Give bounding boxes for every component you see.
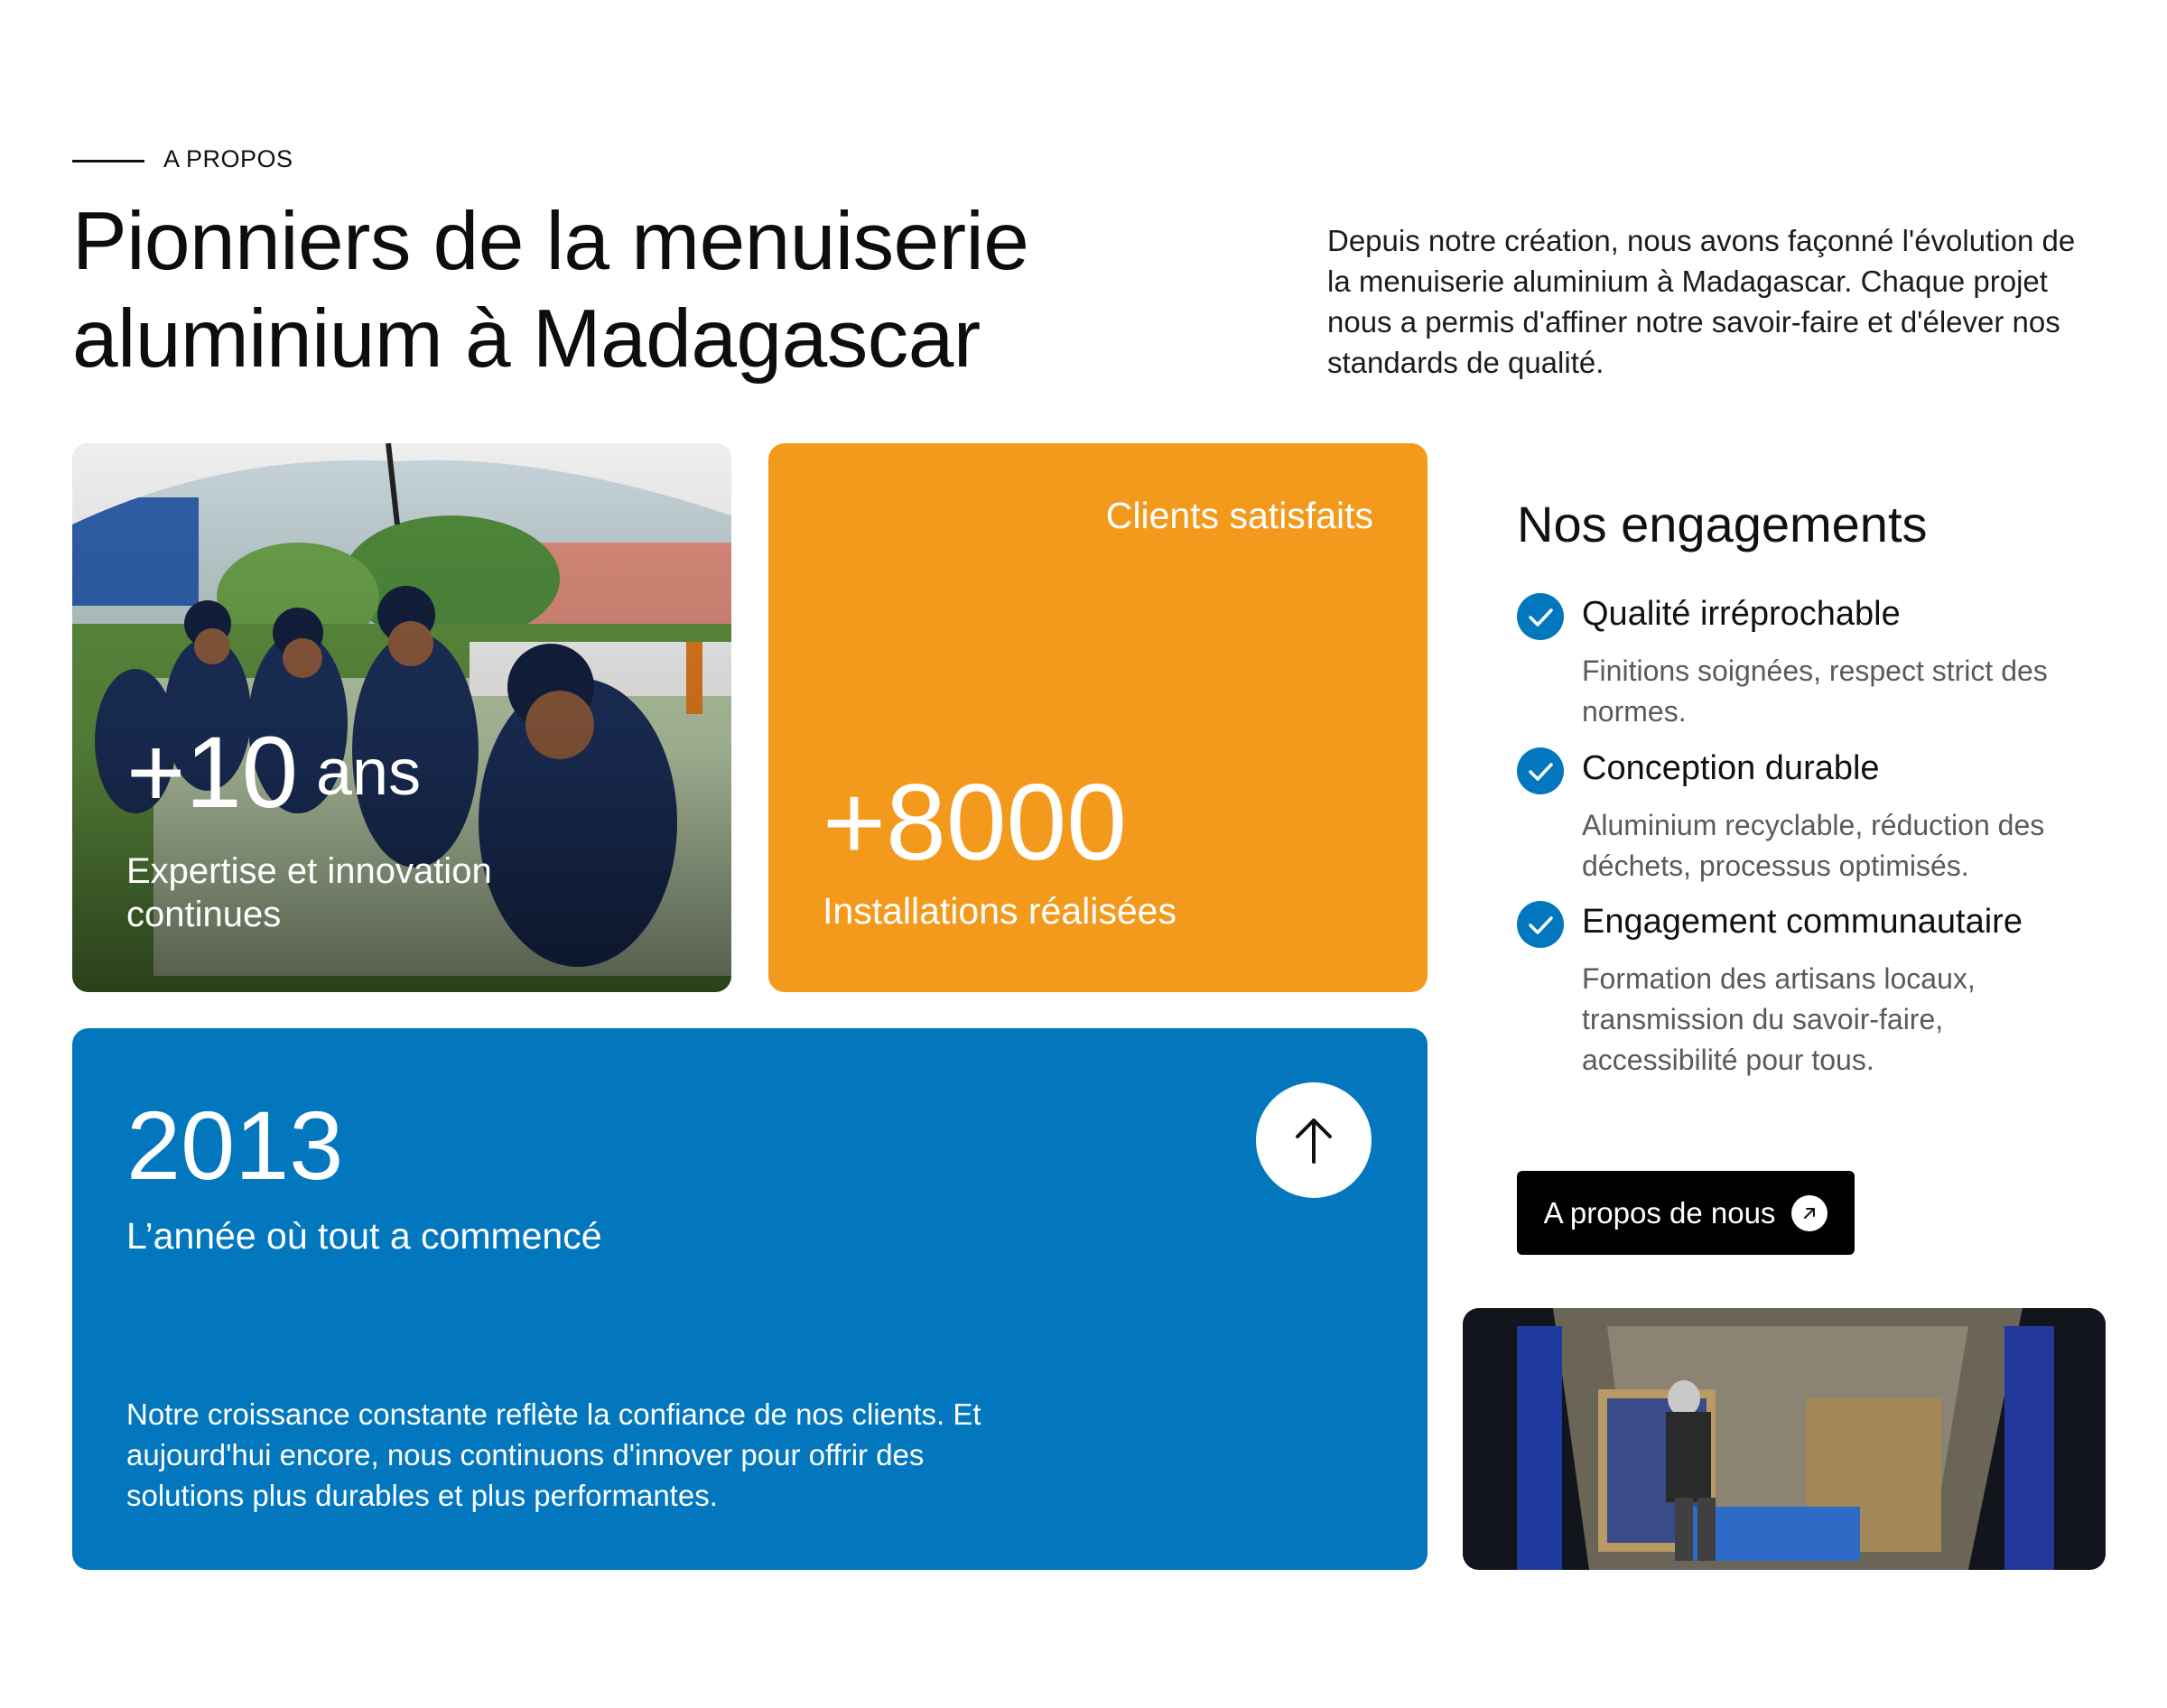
years-unit: ans <box>315 737 422 809</box>
title-line-1: Pionniers de la menuiserie <box>72 196 1029 287</box>
about-us-button[interactable] <box>1517 1171 1855 1255</box>
title-line-2: aluminium à Madagascar <box>72 293 981 385</box>
eyebrow-line <box>72 160 144 162</box>
check-circle-icon <box>1517 593 1564 640</box>
clients-value: +8000 <box>823 762 1128 883</box>
clients-caption: Installations réalisées <box>823 890 1177 932</box>
scroll-up-button[interactable] <box>1256 1082 1372 1198</box>
arrow-up-icon <box>1285 1111 1343 1169</box>
check-circle-icon <box>1517 747 1564 794</box>
founded-caption: L’année où tout a commencé <box>126 1215 602 1257</box>
years-value: +10 <box>126 716 298 829</box>
arrow-up-right-icon <box>1791 1195 1828 1231</box>
engagement-desc: Formation des artisans locaux, transmission du savoir-faire, accessibilité pour tous. <box>1582 962 1976 1076</box>
years-stat <box>126 716 422 829</box>
years-caption: Expertise et innovation continues <box>126 851 492 934</box>
founded-stat-card <box>72 1028 1428 1570</box>
team-photo-card <box>72 443 731 992</box>
page-title <box>72 193 1246 388</box>
truck-loading-photo <box>1463 1308 2106 1570</box>
founded-year: 2013 <box>126 1091 344 1200</box>
engagement-desc: Aluminium recyclable, réduction des déchets, processus optimisés. <box>1582 809 2045 882</box>
engagement-title: Qualité irréprochable <box>1582 595 1901 633</box>
engagement-desc: Finitions soignées, respect strict des normes. <box>1582 654 2048 728</box>
founded-text: Notre croissance constante reflète la confiance de nos clients. Et aujourd'hui encore, nous continuons d'innover pour offrir des solutions plus durables et plus performantes. <box>126 1397 981 1512</box>
clients-stat-card <box>768 443 1428 992</box>
engagements-title: Nos engagements <box>1517 496 1928 552</box>
section-eyebrow: A PROPOS <box>163 145 293 172</box>
engagement-title: Engagement communautaire <box>1582 903 2023 941</box>
check-circle-icon <box>1517 901 1564 948</box>
about-us-label: A propos de nous <box>1543 1195 1776 1230</box>
engagement-title: Conception durable <box>1582 749 1880 787</box>
truck-photo-card <box>1463 1308 2106 1570</box>
clients-label: Clients satisfaits <box>1105 495 1373 536</box>
intro-paragraph: Depuis notre création, nous avons façonné l'évolution de la menuiserie aluminium à Madagascar. Chaque projet nous a permis d'affiner notre savoir-faire et d'élever nos standards de qualité. <box>1327 224 2076 379</box>
